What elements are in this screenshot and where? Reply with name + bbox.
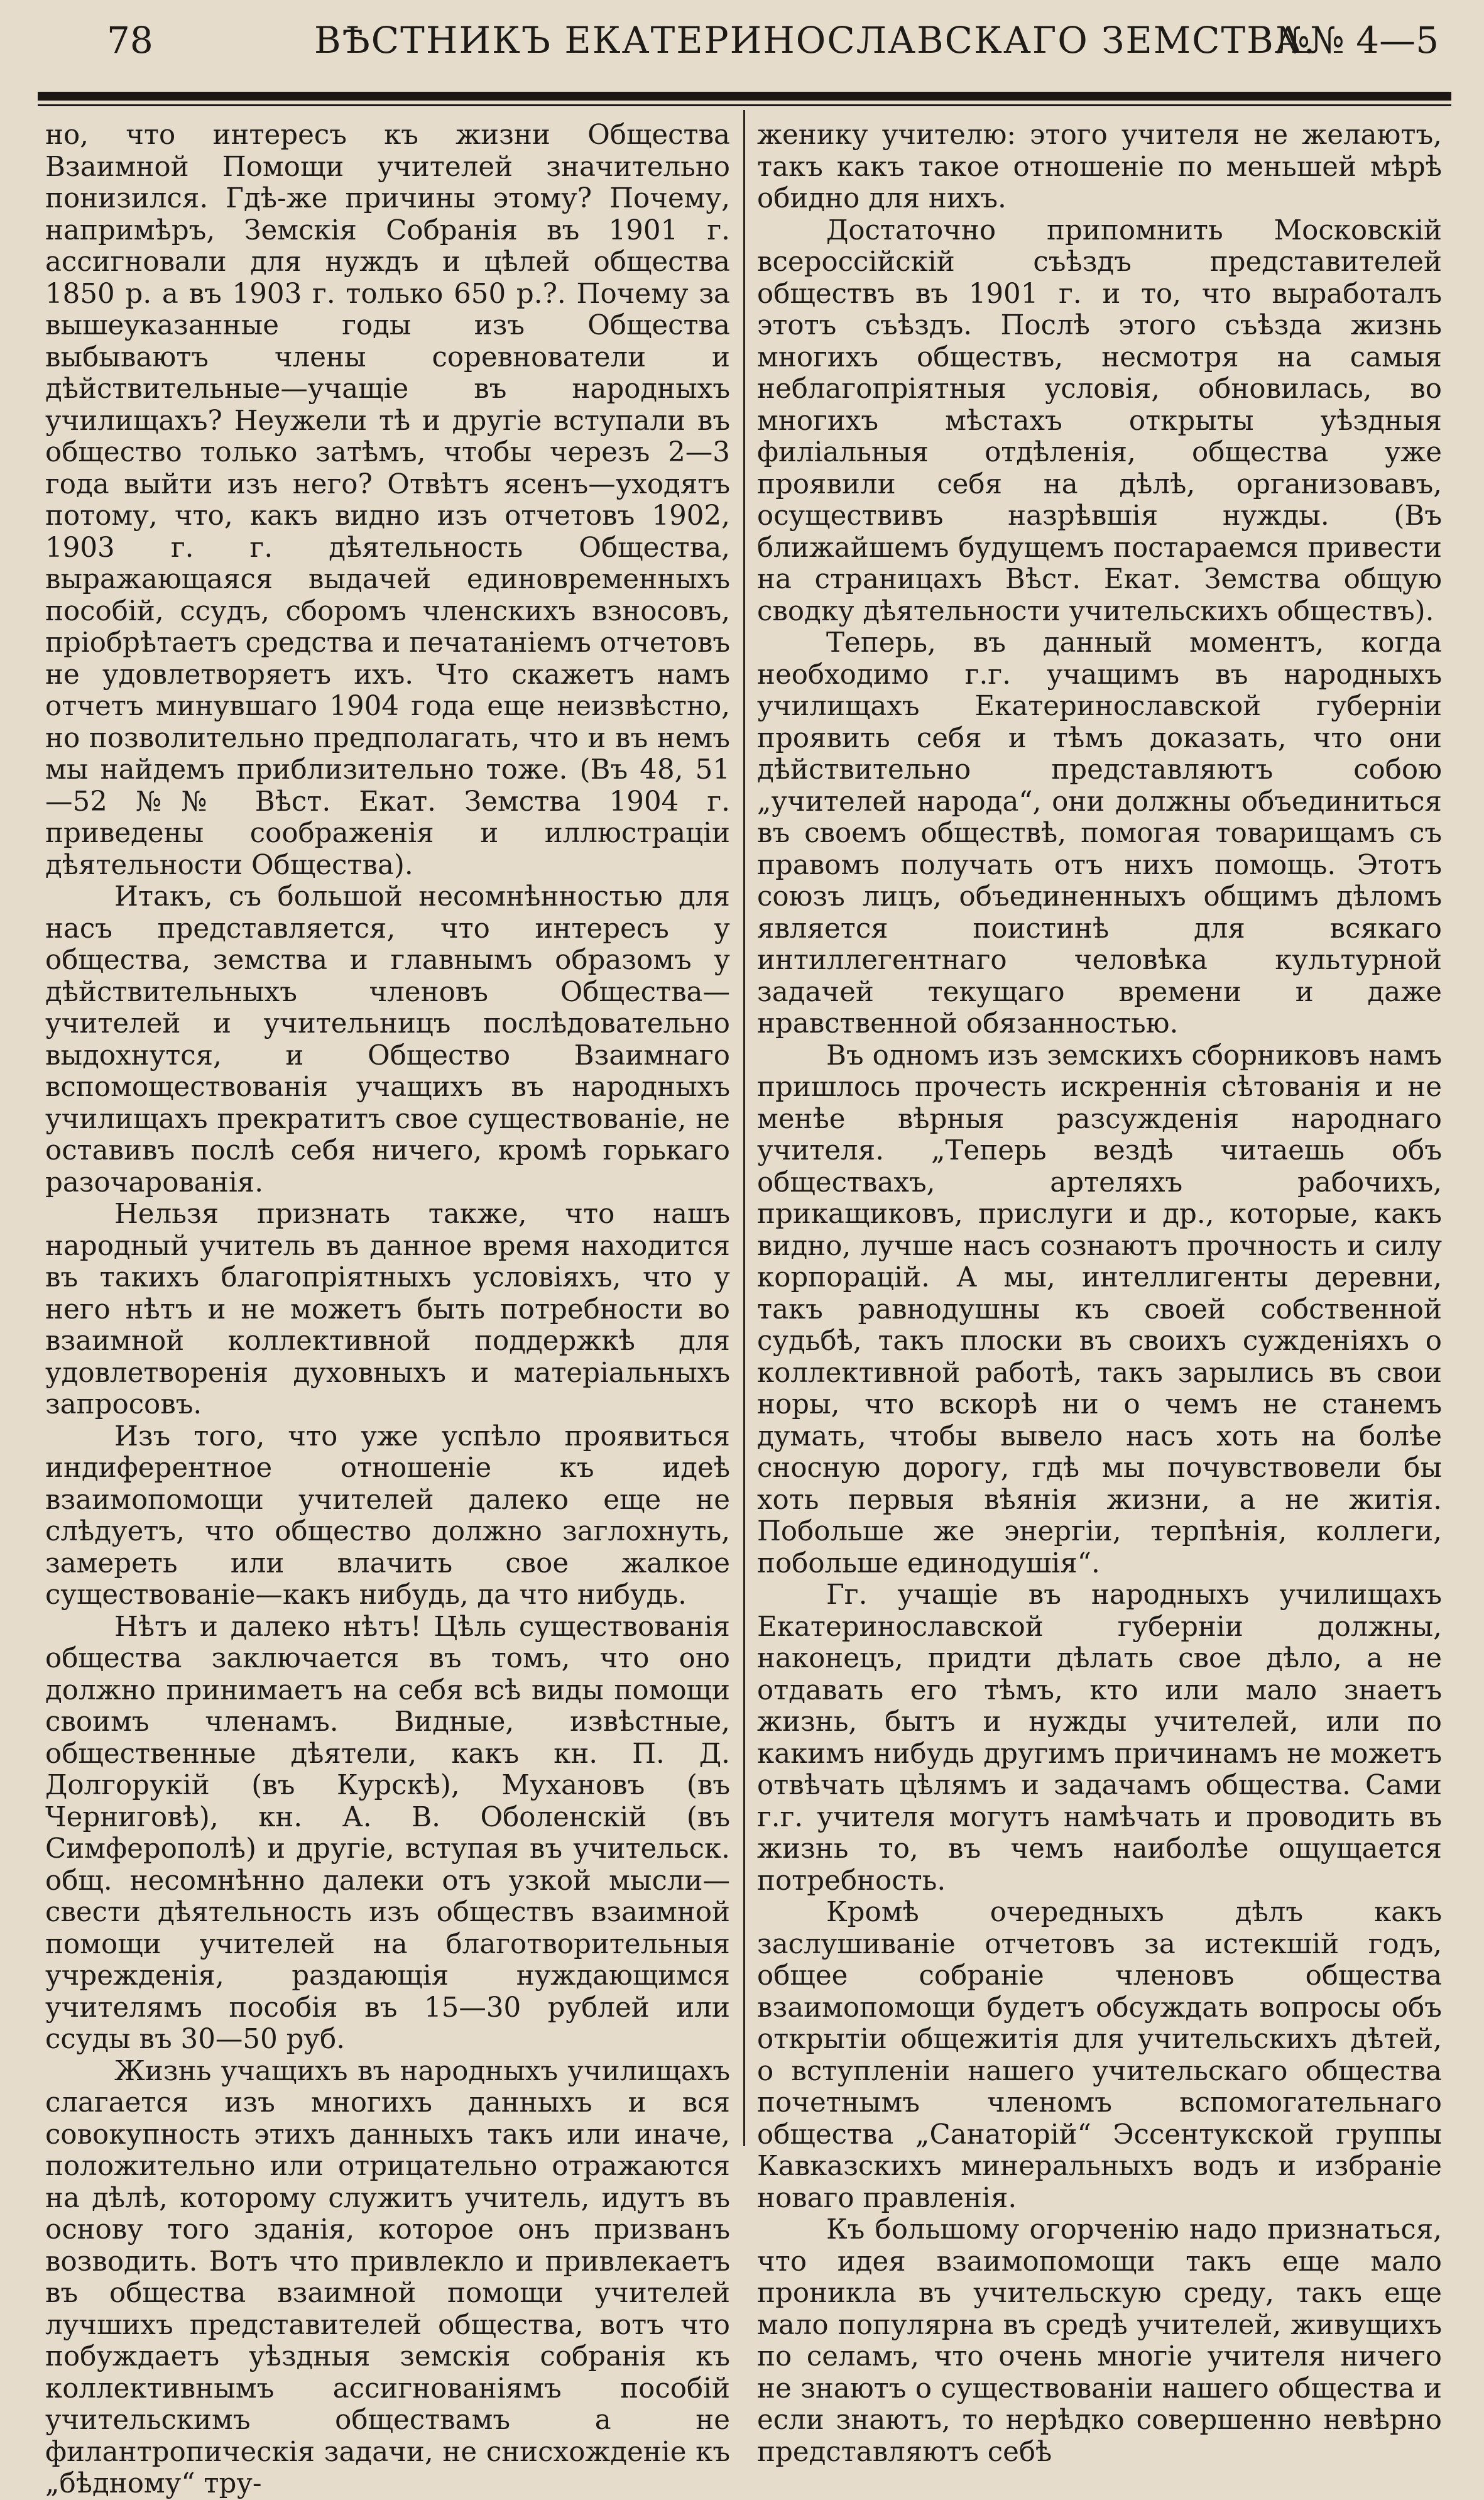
paragraph: Изъ того, что уже успѣло проявиться индиферентное отношеніе къ идеѣ взаимопомощи учителей далеко еще не слѣдуетъ, что общество должно заглохнуть, замереть или влачить свое жалкое существованіе—какъ нибудь, да что нибудь. [45, 1420, 730, 1611]
journal-title: ВѢСТНИКЪ ЕКАТЕРИНОСЛАВСКАГО ЗЕМСТВА. [314, 19, 1317, 62]
paragraph: Къ большому огорченію надо признаться, что идея взаимопомощи такъ еще мало проникла въ учительскую среду, такъ еще мало популярна въ средѣ учителей, живущихъ по селамъ, что очень многіе учителя ничего не знаютъ о существованіи нашего общества и если знаютъ, то нерѣдко совершенно невѣрно представляютъ себѣ [757, 2214, 1442, 2468]
right-column [757, 119, 1442, 2468]
paragraph: Достаточно припомнить Московскій всероссійскій съѣздъ представителей обществъ въ 1901 г. и то, что выработалъ этотъ съѣздъ. Послѣ этого съѣзда жизнь многихъ обществъ, несмотря на самыя неблагопріятныя условія, обновилась, во многихъ мѣстахъ открыты уѣздныя филіальныя отдѣленія, общества уже проявили себя на дѣлѣ, организовавъ, осуществивъ назрѣвшія нужды. (Въ ближайшемъ будущемъ постараемся привести на страницахъ Вѣст. Екат. Земства общую сводку дѣятельности учительскихъ обществъ). [757, 214, 1442, 627]
paragraph: Нельзя признать также, что нашъ народный учитель въ данное время находится въ такихъ благопріятныхъ условіяхъ, что у него нѣтъ и не можетъ быть потребности во взаимной коллективной поддержкѣ для удовлетворенія духовныхъ и матеріальныхъ запросовъ. [45, 1198, 730, 1420]
paragraph: но, что интересъ къ жизни Общества Взаимной Помощи учителей значительно понизился. Гдѣ-же причины этому? Почему, напримѣръ, Земскія Собранія въ 1901 г. ассигновали для нуждъ и цѣлей общества 1850 р. а въ 1903 г. только 650 р.?. Почему за вышеуказанные годы изъ Общества выбываютъ члены соревнователи и дѣйствительные—учащіе въ народныхъ училищахъ? Неужели тѣ и другіе вступали въ общество только затѣмъ, чтобы черезъ 2—3 года выйти изъ него? Отвѣтъ ясенъ—уходятъ потому, что, какъ видно изъ отчетовъ 1902, 1903 г. г. дѣятельность Общества, выражающаяся выдачей единовременныхъ пособій, ссудъ, сборомъ членскихъ взносовъ, пріобрѣтаетъ средства и печатаніемъ отчетовъ не удовлетворяетъ ихъ. Что скажетъ намъ отчетъ минувшаго 1904 года еще неизвѣстно, но позволительно предполагать, что и въ немъ мы найдемъ приблизительно тоже. (Въ 48, 51—52 №№ Вѣст. Екат. Земства 1904 г. приведены соображенія и иллюстраціи дѣятельности Общества). [45, 119, 730, 881]
page-number: 78 [107, 19, 153, 62]
paragraph: Теперь, въ данный моментъ, когда необходимо г.г. учащимъ въ народныхъ училищахъ Екатеринославской губерніи проявить себя и тѣмъ доказать, что они дѣйствительно представляютъ собою „учителей народа“, они должны объединиться въ своемъ обществѣ, помогая товарищамъ съ правомъ получать отъ нихъ помощь. Этотъ союзъ лицъ, объединенныхъ общимъ дѣломъ является поистинѣ для всякаго интиллегентнаго человѣка культурной задачей текущаго времени и даже нравственной обязанностью. [757, 627, 1442, 1039]
paragraph: Нѣтъ и далеко нѣтъ! Цѣль существованія общества заключается въ томъ, что оно должно принимаетъ на себя всѣ виды помощи своимъ членамъ. Видные, извѣстные, общественные дѣятели, какъ кн. П. Д. Долгорукій (въ Курскѣ), Мухановъ (въ Черниговѣ), кн. А. В. Оболенскій (въ Симферополѣ) и другіе, вступая въ учительск. общ. несомнѣнно далеки отъ узкой мысли—свести дѣятельность изъ обществъ взаимной помощи учителей на благотворительныя учрежденія, раздающія нуждающимся учителямъ пособія въ 15—30 рублей или ссуды въ 30—50 руб. [45, 1611, 730, 2055]
column-divider [743, 110, 745, 2146]
page-header [38, 6, 1451, 82]
header-rule-thick [38, 92, 1451, 101]
left-column [45, 119, 730, 2499]
paragraph: Жизнь учащихъ въ народныхъ училищахъ слагается изъ многихъ данныхъ и вся совокупность этихъ данныхъ такъ или иначе, положительно или отрицательно отражаются на дѣлѣ, которому служитъ учитель, идутъ въ основу того зданія, которое онъ призванъ возводить. Вотъ что привлекло и привлекаетъ въ общества взаимной помощи учителей лучшихъ представителей общества, вотъ что побуждаетъ уѣздныя земскія собранія къ коллективнымъ ассигнованіямъ пособій учительскимъ обществамъ а не филантропическія задачи, не снисхожденіе къ „бѣдному“ тру- [45, 2055, 730, 2499]
paragraph: Въ одномъ изъ земскихъ сборниковъ намъ пришлось прочесть искреннія сѣтованія и не менѣе вѣрныя разсужденія народнаго учителя. „Теперь вездѣ читаешь объ обществахъ, артеляхъ рабочихъ, прикащиковъ, прислуги и др., которые, какъ видно, лучше насъ сознаютъ прочность и силу корпорацій. А мы, интеллигенты деревни, такъ равнодушны къ своей собственной судьбѣ, такъ плоски въ своихъ сужденіяхъ о коллективной работѣ, такъ зарылись въ свои норы, что вскорѣ ни о чемъ не станемъ думать, чтобы вывело насъ хоть на болѣе сносную дорогу, гдѣ мы почувствовели бы хоть первыя вѣянія жизни, а не житія. Побольше же энергіи, терпѣнія, коллеги, побольше единодушія“. [757, 1039, 1442, 1579]
paragraph: Кромѣ очередныхъ дѣлъ какъ заслушиваніе отчетовъ за истекшій годъ, общее собраніе членовъ общества взаимопомощи будетъ обсуждать вопросы объ открытіи общежитія для учительскихъ дѣтей, о вступленіи нашего учительскаго общества почетнымъ членомъ вспомогательнаго общества „Санаторій“ Эссентукской группы Кавказскихъ минеральныхъ водъ и избраніе новаго правленія. [757, 1897, 1442, 2214]
paragraph: женику учителю: этого учителя не желаютъ, такъ какъ такое отношеніе по меньшей мѣрѣ обидно для нихъ. [757, 119, 1442, 214]
header-rule-thin [38, 104, 1451, 106]
issue-number: №№ 4—5 [1275, 19, 1439, 62]
paragraph: Гг. учащіе въ народныхъ училищахъ Екатеринославской губерніи должны, наконецъ, придти дѣлать свое дѣло, а не отдавать его тѣмъ, кто или мало знаетъ жизнь, бытъ и нужды учителей, или по какимъ нибудь другимъ причинамъ не можетъ отвѣчать цѣлямъ и задачамъ общества. Сами г.г. учителя могутъ намѣчать и проводить въ жизнь то, въ чемъ наиболѣе ощущается потребность. [757, 1579, 1442, 1897]
paragraph: Итакъ, съ большой несомнѣнностью для насъ представляется, что интересъ у общества, земства и главнымъ образомъ у дѣйствительныхъ членовъ Общества—учителей и учительницъ послѣдовательно выдохнутся, и Общество Взаимнаго вспомоществованія учащихъ въ народныхъ училищахъ прекратитъ свое существованіе, не оставивъ послѣ себя ничего, кромѣ горькаго разочарованія. [45, 881, 730, 1198]
